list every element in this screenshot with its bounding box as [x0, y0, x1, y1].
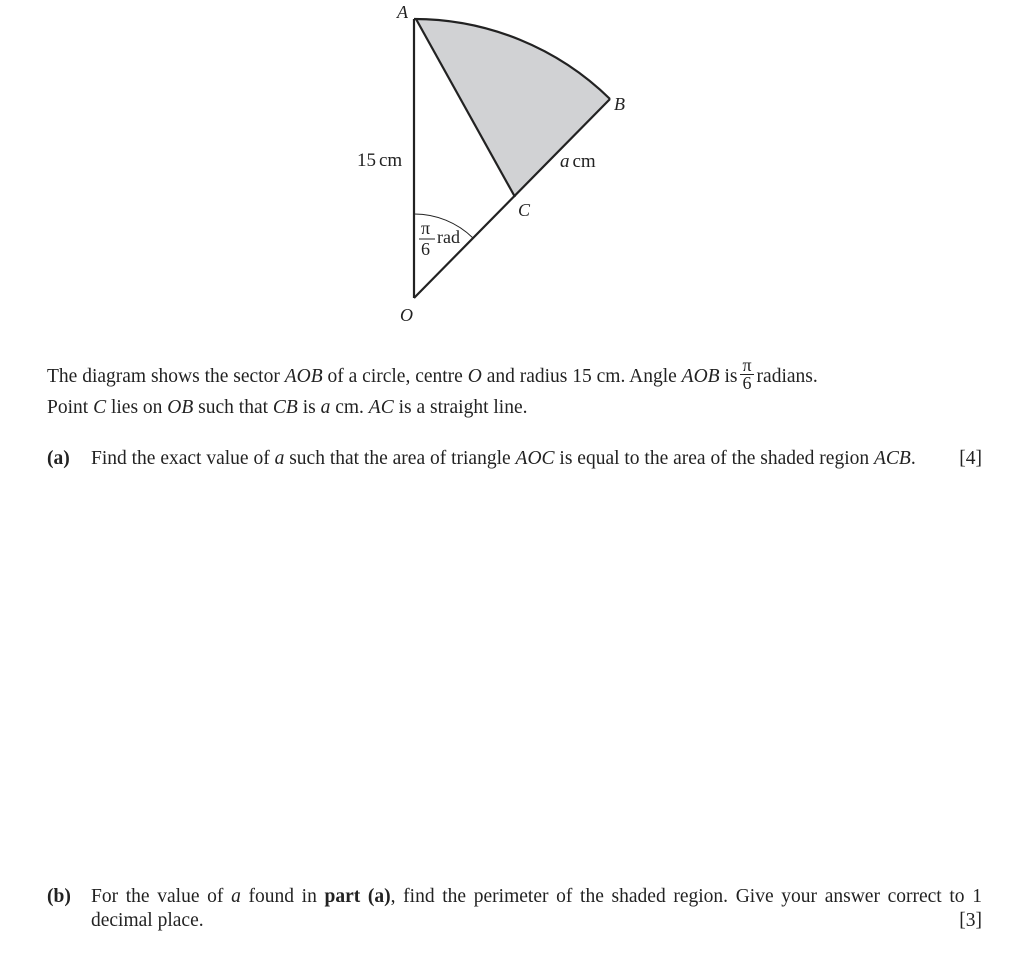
part-a-segment: .	[910, 448, 916, 469]
part-b-segment: For the value of	[91, 886, 232, 907]
question-part-a	[47, 447, 982, 471]
label-cb	[560, 151, 596, 172]
angle-denominator: 6	[421, 239, 430, 259]
label-a: A	[397, 2, 408, 22]
intro-text: is	[297, 397, 321, 418]
intro-text: of a circle, centre	[322, 365, 468, 387]
cb-variable: a	[560, 151, 570, 172]
part-b-segment: found in	[240, 886, 325, 907]
part-b-text	[91, 885, 982, 933]
label-radius	[357, 150, 402, 171]
angle-numerator: π	[421, 218, 431, 238]
label-o: O	[400, 305, 413, 325]
part-a-italic: AOC	[515, 448, 555, 469]
intro-text: lies on	[106, 397, 168, 418]
label-c: C	[518, 200, 531, 220]
intro-text: and radius 15 cm. Angle	[481, 365, 682, 387]
part-a-label: (a)	[47, 448, 70, 469]
intro-text: is	[719, 365, 738, 387]
part-a-marks: [4]	[959, 448, 982, 469]
fraction-denominator: 6	[742, 373, 752, 393]
part-a-italic: ACB	[874, 448, 911, 469]
part-b-label: (b)	[47, 886, 71, 907]
intro-italic: CB	[272, 397, 298, 418]
intro-italic: a	[320, 397, 331, 418]
radius-unit: cm	[379, 150, 403, 171]
part-b-marks: [3]	[959, 910, 982, 931]
part-b-italic: a	[231, 886, 241, 907]
intro-line-1	[47, 355, 818, 395]
intro-italic: OB	[167, 397, 194, 418]
part-a-text	[91, 447, 982, 471]
intro-text: Point	[47, 397, 94, 418]
radius-value: 15	[357, 150, 376, 171]
pi-over-six-fraction	[740, 357, 753, 392]
part-a-segment: Find the exact value of	[91, 448, 275, 469]
part-a-italic: a	[274, 448, 285, 469]
intro-text: such that	[193, 397, 273, 418]
intro-italic: AOB	[284, 365, 323, 387]
intro-italic: AOB	[681, 365, 720, 387]
sector-diagram	[0, 0, 1024, 340]
cb-unit: cm	[572, 151, 596, 172]
fraction-numerator: π	[742, 355, 752, 375]
intro-text: cm.	[330, 397, 369, 418]
part-b-segment: , find the perimeter of the shaded region. Give your answer correct to 1 decimal place.	[91, 886, 982, 931]
intro-italic: AC	[368, 397, 394, 418]
question-part-b	[47, 885, 982, 933]
label-b: B	[614, 94, 625, 114]
intro-text: The diagram shows the sector	[47, 365, 285, 387]
intro-text: radians.	[756, 365, 818, 387]
part-a-segment: such that the area of triangle	[284, 448, 516, 469]
intro-text: is a straight line.	[393, 397, 528, 418]
intro-line-2	[47, 395, 528, 421]
angle-unit: rad	[437, 227, 460, 247]
intro-italic: O	[467, 365, 482, 387]
part-a-segment: is equal to the area of the shaded region	[554, 448, 874, 469]
part-b-bold-ref: part (a)	[324, 886, 391, 907]
intro-italic: C	[93, 397, 107, 418]
